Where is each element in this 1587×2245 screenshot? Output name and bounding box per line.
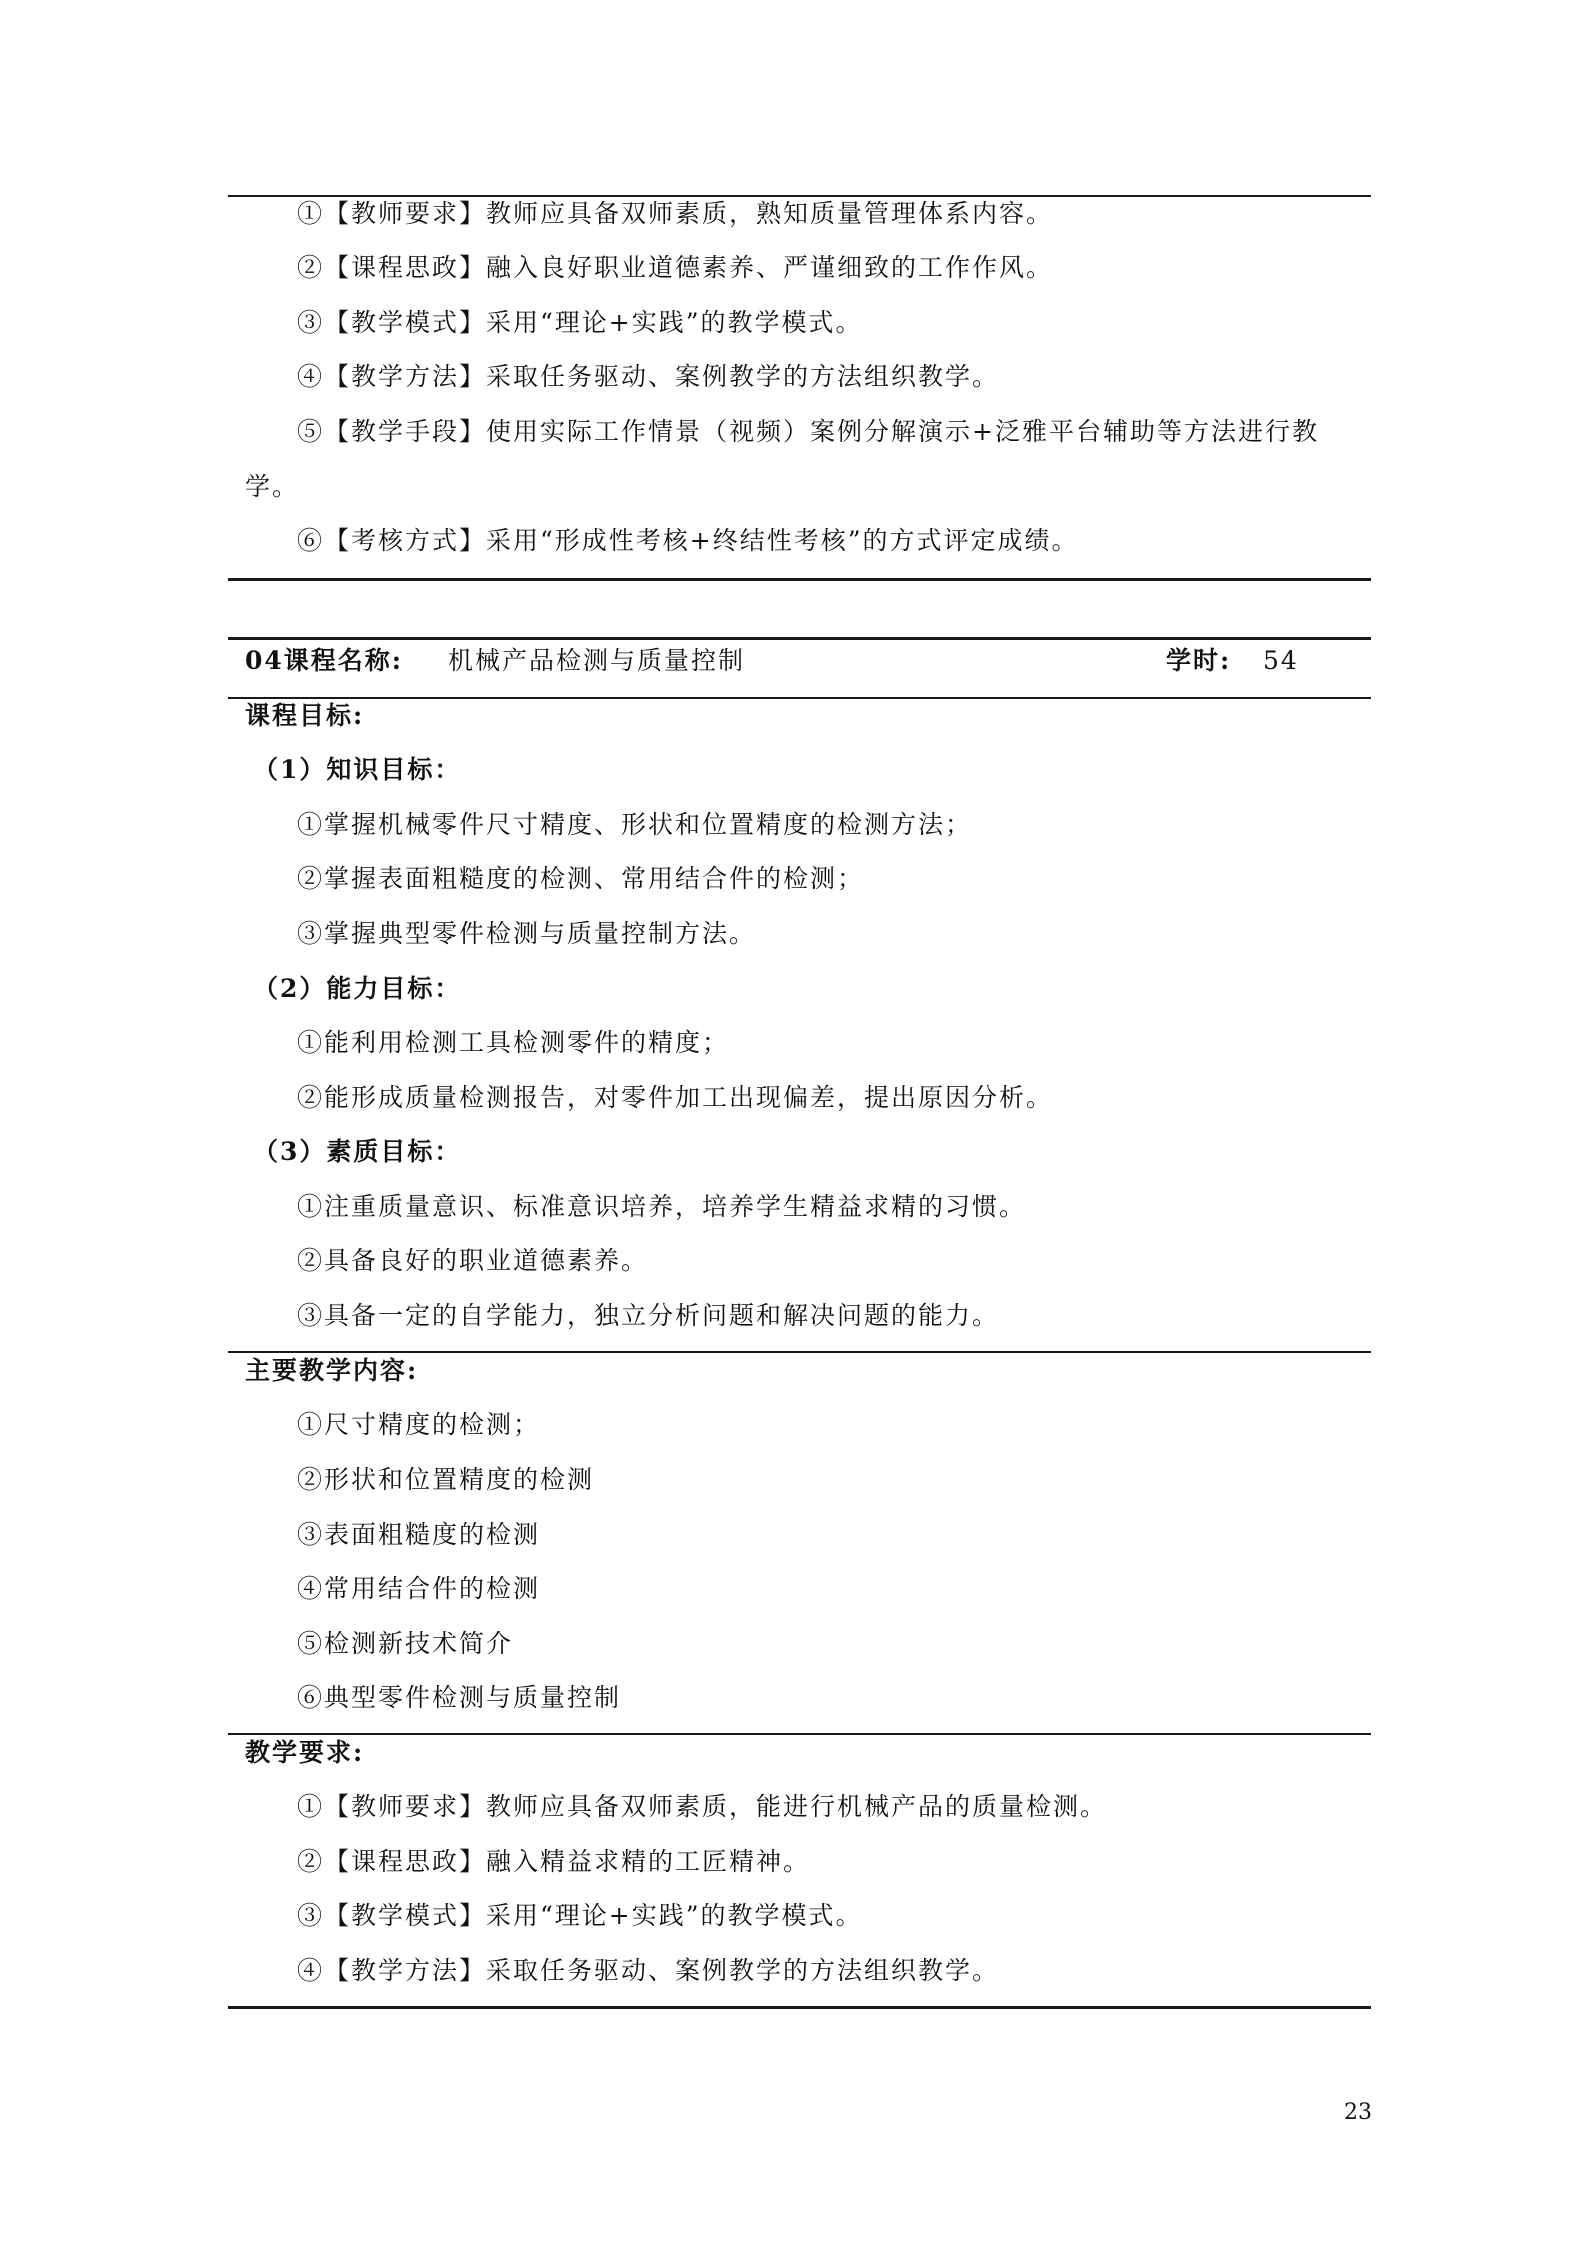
quality-item: ①注重质量意识、标准意识培养，培养学生精益求精的习惯。 (297, 1192, 1027, 1221)
content-item: ②形状和位置精度的检测 (297, 1465, 595, 1494)
objectives-end-rule (228, 1351, 1371, 1353)
ability-item: ①能利用检测工具检测零件的精度； (297, 1028, 730, 1057)
ability-item: ②能形成质量检测报告，对零件加工出现偏差，提出原因分析。 (297, 1083, 1054, 1112)
requirement-item: ④【教学方法】采取任务驱动、案例教学的方法组织教学。 (297, 1956, 1000, 1985)
requirement-item: ①【教师要求】教师应具备双师素质，能进行机械产品的质量检测。 (297, 1792, 1108, 1821)
prev-requirement-3: ③【教学模式】采用“理论+实践”的教学模式。 (297, 308, 863, 337)
course-name-label: 04课程名称: (245, 646, 404, 675)
quality-item: ③具备一定的自学能力，独立分析问题和解决问题的能力。 (297, 1301, 1000, 1330)
content-item: ⑥典型零件检测与质量控制 (297, 1683, 622, 1712)
requirement-item: ③【教学模式】采用“理论+实践”的教学模式。 (297, 1901, 863, 1930)
prev-requirement-4: ④【教学方法】采取任务驱动、案例教学的方法组织教学。 (297, 362, 1000, 391)
prev-requirement-6: ⑥【考核方式】采用“形成性考核+终结性考核”的方式评定成绩。 (297, 526, 1079, 555)
quality-item: ②具备良好的职业道德素养。 (297, 1246, 649, 1275)
prev-requirement-5: ⑤【教学手段】使用实际工作情景（视频）案例分解演示+泛雅平台辅助等方法进行教 (297, 417, 1319, 446)
content-item: ⑤检测新技术简介 (297, 1629, 514, 1658)
prev-requirement-2: ②【课程思政】融入良好职业道德素养、严谨细致的工作作风。 (297, 253, 1054, 282)
hours-value: 54 (1263, 646, 1299, 675)
knowledge-heading: （1）知识目标： (253, 755, 462, 784)
requirement-item: ②【课程思政】融入精益求精的工匠精神。 (297, 1847, 811, 1876)
content-item: ④常用结合件的检测 (297, 1574, 541, 1603)
prev-requirement-5-cont: 学。 (245, 472, 300, 501)
page-number: 23 (1344, 2100, 1372, 2125)
content-heading: 主要教学内容: (245, 1356, 419, 1385)
ability-heading: （2）能力目标： (253, 974, 462, 1003)
knowledge-item: ②掌握表面粗糙度的检测、常用结合件的检测； (297, 864, 865, 893)
content-item: ①尺寸精度的检测； (297, 1410, 541, 1439)
knowledge-item: ③掌握典型零件检测与质量控制方法。 (297, 919, 757, 948)
requirements-heading: 教学要求: (245, 1738, 365, 1767)
content-item: ③表面粗糙度的检测 (297, 1520, 541, 1549)
prev-requirement-1: ①【教师要求】教师应具备双师素质，熟知质量管理体系内容。 (297, 199, 1054, 228)
section-end-rule (228, 578, 1371, 581)
quality-heading: （3）素质目标： (253, 1137, 462, 1166)
course-name: 机械产品检测与质量控制 (448, 646, 746, 675)
hours-label: 学时: (1166, 646, 1232, 675)
knowledge-item: ①掌握机械零件尺寸精度、形状和位置精度的检测方法； (297, 810, 973, 839)
content-end-rule (228, 1733, 1371, 1735)
table-bottom-rule (228, 2006, 1371, 2009)
course-title-row (0, 644, 1587, 678)
course-top-rule (228, 637, 1371, 640)
objectives-heading: 课程目标: (245, 701, 365, 730)
